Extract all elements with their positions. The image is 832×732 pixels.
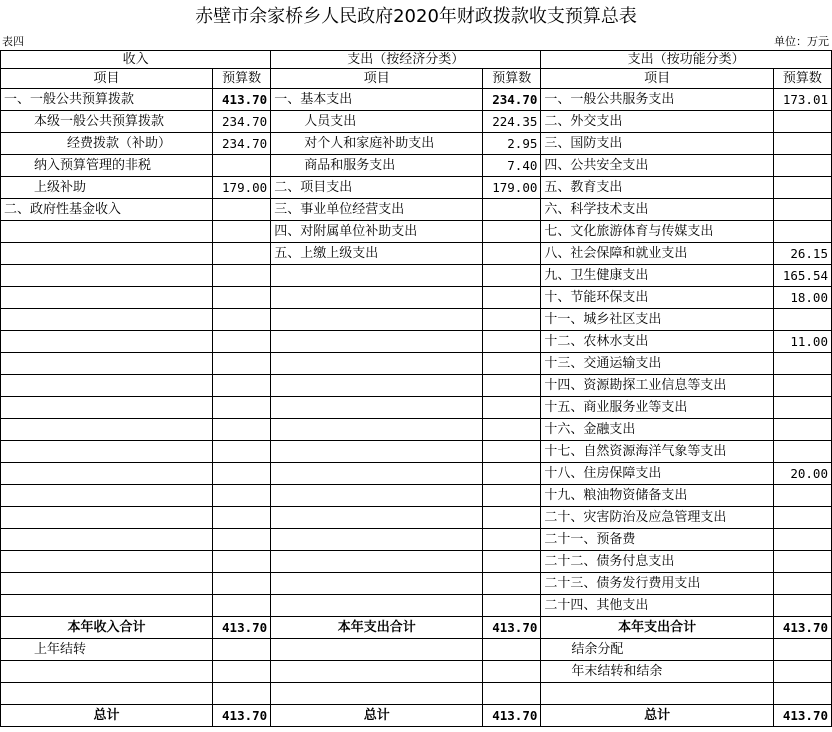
func-value <box>773 177 831 199</box>
income-item: 上级补助 <box>1 177 213 199</box>
income-item: 经费拨款（补助） <box>1 133 213 155</box>
func-item: 五、教育支出 <box>541 177 773 199</box>
table-row <box>1 353 832 375</box>
table-row <box>1 243 832 265</box>
econ-value <box>483 199 541 221</box>
income-item <box>1 529 213 551</box>
econ-value: 234.70 <box>483 89 541 111</box>
income-value <box>213 419 271 441</box>
func-item: 四、公共安全支出 <box>541 155 773 177</box>
econ-item: 三、事业单位经营支出 <box>271 199 483 221</box>
func-value <box>773 573 831 595</box>
func-value: 20.00 <box>773 463 831 485</box>
func-item: 十七、自然资源海洋气象等支出 <box>541 441 773 463</box>
func-item: 十九、粮油物资储备支出 <box>541 485 773 507</box>
income-item <box>1 397 213 419</box>
econ-value <box>483 221 541 243</box>
income-item <box>1 243 213 265</box>
func-item: 二十三、债务发行费用支出 <box>541 573 773 595</box>
econ-item <box>271 441 483 463</box>
table-row <box>1 551 832 573</box>
exp-total-value: 413.70 <box>483 617 541 639</box>
econ-item: 商品和服务支出 <box>271 155 483 177</box>
income-value <box>213 551 271 573</box>
econ-value <box>483 353 541 375</box>
exp-total-label: 本年支出合计 <box>271 617 483 639</box>
item-header: 项目 <box>1 69 213 89</box>
income-item: 本级一般公共预算拨款 <box>1 111 213 133</box>
func-item: 二、外交支出 <box>541 111 773 133</box>
budget-header: 预算数 <box>483 69 541 89</box>
func-value: 18.00 <box>773 287 831 309</box>
econ-item <box>271 287 483 309</box>
item-header: 项目 <box>541 69 773 89</box>
econ-expenditure-header: 支出（按经济分类） <box>271 51 541 69</box>
func-item: 九、卫生健康支出 <box>541 265 773 287</box>
func-value <box>773 551 831 573</box>
income-item <box>1 551 213 573</box>
carry-in-label: 上年结转 <box>1 639 213 661</box>
econ-value <box>483 441 541 463</box>
func-item: 八、社会保障和就业支出 <box>541 243 773 265</box>
func-item: 十、节能环保支出 <box>541 287 773 309</box>
econ-value <box>483 595 541 617</box>
income-value <box>213 573 271 595</box>
grand-total-label: 总计 <box>541 705 773 727</box>
income-item: 二、政府性基金收入 <box>1 199 213 221</box>
econ-item: 一、基本支出 <box>271 89 483 111</box>
table-row <box>1 287 832 309</box>
func-value <box>773 397 831 419</box>
budget-table <box>0 50 832 727</box>
econ-item: 四、对附属单位补助支出 <box>271 221 483 243</box>
income-total-label: 本年收入合计 <box>1 617 213 639</box>
func-value <box>773 507 831 529</box>
econ-item <box>271 375 483 397</box>
econ-value <box>483 243 541 265</box>
func-value <box>773 221 831 243</box>
econ-value <box>483 287 541 309</box>
income-value <box>213 309 271 331</box>
econ-value <box>483 485 541 507</box>
func-value: 26.15 <box>773 243 831 265</box>
econ-value: 2.95 <box>483 133 541 155</box>
econ-value <box>483 551 541 573</box>
year-end-label: 年末结转和结余 <box>541 661 773 683</box>
table-row <box>1 221 832 243</box>
income-item <box>1 507 213 529</box>
income-value: 234.70 <box>213 111 271 133</box>
func-item: 三、国防支出 <box>541 133 773 155</box>
econ-item <box>271 507 483 529</box>
year-end-row <box>1 661 832 683</box>
grand-total-row <box>1 705 832 727</box>
grand-total-func: 413.70 <box>773 705 831 727</box>
surplus-label: 结余分配 <box>541 639 773 661</box>
grand-total-label: 总计 <box>271 705 483 727</box>
econ-value <box>483 265 541 287</box>
income-item <box>1 331 213 353</box>
income-value <box>213 221 271 243</box>
grand-total-label: 总计 <box>1 705 213 727</box>
econ-item <box>271 595 483 617</box>
table-row <box>1 507 832 529</box>
func-item: 十八、住房保障支出 <box>541 463 773 485</box>
func-value <box>773 441 831 463</box>
func-item: 十五、商业服务业等支出 <box>541 397 773 419</box>
func-item: 十四、资源勘探工业信息等支出 <box>541 375 773 397</box>
func-item: 十六、金融支出 <box>541 419 773 441</box>
income-value <box>213 529 271 551</box>
income-item <box>1 309 213 331</box>
income-value <box>213 155 271 177</box>
func-item: 十一、城乡社区支出 <box>541 309 773 331</box>
func-value: 11.00 <box>773 331 831 353</box>
func-item: 二十一、预备费 <box>541 529 773 551</box>
econ-item <box>271 551 483 573</box>
func-value <box>773 353 831 375</box>
econ-value <box>483 419 541 441</box>
func-value <box>773 419 831 441</box>
econ-value <box>483 375 541 397</box>
table-row <box>1 331 832 353</box>
income-item: 一、一般公共预算拨款 <box>1 89 213 111</box>
page-title: 赤壁市余家桥乡人民政府2020年财政拨款收支预算总表 <box>195 6 637 27</box>
func-expenditure-header: 支出（按功能分类） <box>541 51 832 69</box>
func-value: 173.01 <box>773 89 831 111</box>
econ-value <box>483 507 541 529</box>
func-item: 一、一般公共服务支出 <box>541 89 773 111</box>
econ-value <box>483 331 541 353</box>
econ-item <box>271 309 483 331</box>
econ-item: 五、上缴上级支出 <box>271 243 483 265</box>
func-total-label: 本年支出合计 <box>541 617 773 639</box>
econ-value: 179.00 <box>483 177 541 199</box>
func-value <box>773 155 831 177</box>
econ-item <box>271 419 483 441</box>
func-value <box>773 309 831 331</box>
table-row <box>1 485 832 507</box>
income-value <box>213 353 271 375</box>
table-row <box>1 309 832 331</box>
income-total-row <box>1 617 832 639</box>
income-item <box>1 287 213 309</box>
econ-item <box>271 463 483 485</box>
table-row <box>1 177 832 199</box>
table-row <box>1 573 832 595</box>
item-header: 项目 <box>271 69 483 89</box>
econ-item <box>271 353 483 375</box>
income-value <box>213 595 271 617</box>
func-value: 165.54 <box>773 265 831 287</box>
income-value <box>213 331 271 353</box>
income-value <box>213 397 271 419</box>
income-item <box>1 265 213 287</box>
func-value <box>773 111 831 133</box>
income-value: 234.70 <box>213 133 271 155</box>
econ-item <box>271 265 483 287</box>
table-id: 表四 <box>2 35 24 48</box>
income-total-value: 413.70 <box>213 617 271 639</box>
econ-value <box>483 309 541 331</box>
table-row <box>1 199 832 221</box>
func-value <box>773 133 831 155</box>
blank-row <box>1 683 832 705</box>
func-item: 二十、灾害防治及应急管理支出 <box>541 507 773 529</box>
table-row <box>1 595 832 617</box>
table-row <box>1 265 832 287</box>
budget-header: 预算数 <box>773 69 831 89</box>
income-item <box>1 353 213 375</box>
func-value <box>773 529 831 551</box>
income-item <box>1 375 213 397</box>
income-value <box>213 243 271 265</box>
grand-total-income: 413.70 <box>213 705 271 727</box>
table-row <box>1 441 832 463</box>
table-row <box>1 89 832 111</box>
income-item <box>1 595 213 617</box>
column-header-row <box>1 69 832 89</box>
econ-item <box>271 397 483 419</box>
budget-header: 预算数 <box>213 69 271 89</box>
section-header-row <box>1 51 832 69</box>
income-value <box>213 463 271 485</box>
econ-item: 对个人和家庭补助支出 <box>271 133 483 155</box>
econ-item: 二、项目支出 <box>271 177 483 199</box>
func-value <box>773 485 831 507</box>
grand-total-econ: 413.70 <box>483 705 541 727</box>
econ-value <box>483 463 541 485</box>
income-value <box>213 485 271 507</box>
income-header: 收入 <box>1 51 271 69</box>
func-item: 七、文化旅游体育与传媒支出 <box>541 221 773 243</box>
income-item <box>1 419 213 441</box>
func-value <box>773 595 831 617</box>
econ-item <box>271 573 483 595</box>
func-item: 二十二、债务付息支出 <box>541 551 773 573</box>
econ-value <box>483 529 541 551</box>
econ-item <box>271 529 483 551</box>
table-row <box>1 529 832 551</box>
unit-label: 单位：万元 <box>774 35 829 48</box>
income-item <box>1 441 213 463</box>
income-item <box>1 463 213 485</box>
func-value <box>773 199 831 221</box>
income-value: 413.70 <box>213 89 271 111</box>
table-row <box>1 133 832 155</box>
func-item: 二十四、其他支出 <box>541 595 773 617</box>
income-item <box>1 485 213 507</box>
income-value <box>213 375 271 397</box>
table-row <box>1 375 832 397</box>
econ-value <box>483 573 541 595</box>
table-row <box>1 111 832 133</box>
econ-value <box>483 397 541 419</box>
func-item: 六、科学技术支出 <box>541 199 773 221</box>
income-value <box>213 199 271 221</box>
income-item <box>1 221 213 243</box>
econ-item <box>271 331 483 353</box>
econ-item: 人员支出 <box>271 111 483 133</box>
income-value <box>213 441 271 463</box>
econ-item <box>271 485 483 507</box>
func-total-value: 413.70 <box>773 617 831 639</box>
econ-value: 224.35 <box>483 111 541 133</box>
table-row <box>1 419 832 441</box>
income-item: 纳入预算管理的非税 <box>1 155 213 177</box>
income-value <box>213 265 271 287</box>
table-row <box>1 155 832 177</box>
table-row <box>1 397 832 419</box>
income-item <box>1 573 213 595</box>
carry-row <box>1 639 832 661</box>
income-value <box>213 287 271 309</box>
func-value <box>773 375 831 397</box>
econ-value: 7.40 <box>483 155 541 177</box>
income-value <box>213 507 271 529</box>
func-item: 十三、交通运输支出 <box>541 353 773 375</box>
func-item: 十二、农林水支出 <box>541 331 773 353</box>
table-row <box>1 463 832 485</box>
income-value: 179.00 <box>213 177 271 199</box>
